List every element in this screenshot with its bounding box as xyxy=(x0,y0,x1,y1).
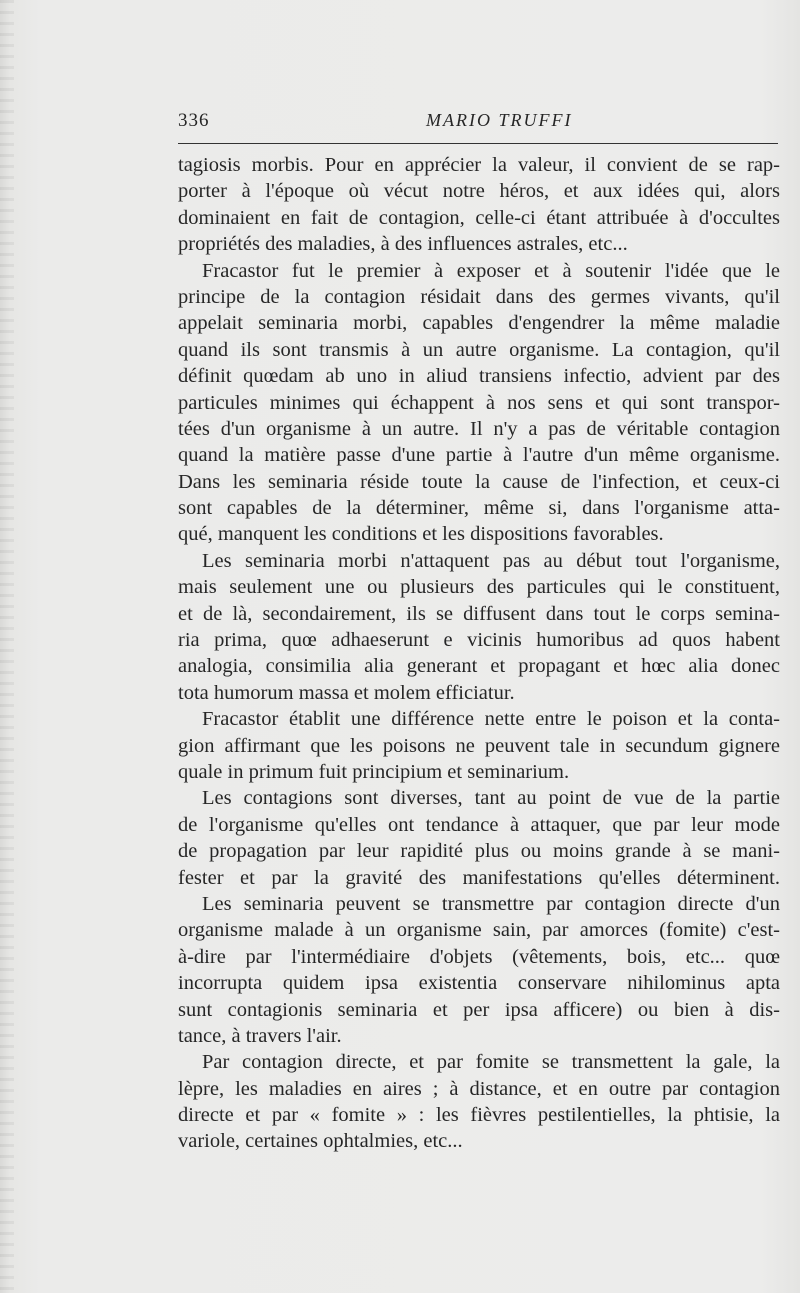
text-line: directe et par « fomite » : les fièvres pestilentielles, la phtisie, la xyxy=(178,1104,780,1127)
text-line: Les seminaria peuvent se transmettre par contagion directe d'un xyxy=(202,892,780,915)
text-line: définit quœdam ab uno in aliud transiens infectio, advient par des xyxy=(178,365,780,388)
text-line: sont capables de la déterminer, même si, dans l'organisme atta- xyxy=(178,497,780,520)
text-line: quand ils sont transmis à un autre organisme. La contagion, qu'il xyxy=(178,338,780,361)
page-gutter xyxy=(0,0,14,1293)
text-line: tota humorum massa et molem efficiatur. xyxy=(178,681,515,704)
text-line: tées d'un organisme à un autre. Il n'y a pas de véritable contagion xyxy=(178,417,780,440)
text-line: tance, à travers l'air. xyxy=(178,1024,342,1047)
text-line: ria prima, quœ adhaeserunt e vicinis humoribus ad quos habent xyxy=(178,629,780,652)
text-line: tagiosis morbis. Pour en apprécier la valeur, il convient de se rap- xyxy=(178,154,780,176)
text-line: organisme malade à un organisme sain, par amorces (fomite) c'est- xyxy=(178,919,780,942)
running-head: MARIO TRUFFI xyxy=(426,110,573,130)
text-line: Fracastor fut le premier à exposer et à soutenir l'idée que le xyxy=(202,259,780,282)
text-line: principe de la contagion résidait dans des germes vivants, qu'il xyxy=(178,285,780,308)
text-line: Fracastor établit une différence nette entre le poison et la conta- xyxy=(202,708,780,731)
text-line: Dans les seminaria réside toute la cause de l'infection, et ceux-ci xyxy=(178,470,780,493)
text-line: appelait seminaria morbi, capables d'engendrer la même maladie xyxy=(178,312,780,335)
text-line: qué, manquent les conditions et les dispositions favorables. xyxy=(178,523,664,546)
text-line: dominaient en fait de contagion, celle-ci étant attribuée à d'occultes xyxy=(178,206,780,229)
text-line: fester et par la gravité des manifestations qu'elles déterminent. xyxy=(178,866,780,889)
text-line: Les contagions sont diverses, tant au point de vue de la partie xyxy=(202,787,780,810)
text-line: incorrupta quidem ipsa existentia conservare nihilominus apta xyxy=(178,972,780,995)
body-text xyxy=(178,152,780,1155)
text-line: gion affirmant que les poisons ne peuvent tale in secundum gignere xyxy=(178,734,780,757)
text-line: particules minimes qui échappent à nos sens et qui sont transpor- xyxy=(178,391,780,414)
header-rule xyxy=(178,143,778,144)
text-line: mais seulement une ou plusieurs des particules qui le constituent, xyxy=(178,576,780,599)
text-line: analogia, consimilia alia generant et propagant et hœc alia donec xyxy=(178,655,780,678)
text-line: sunt contagionis seminaria et per ipsa afficere) ou bien à dis- xyxy=(178,998,780,1021)
text-line: de propagation par leur rapidité plus ou moins grande à se mani- xyxy=(178,840,780,863)
text-line: quale in primum fuit principium et seminarium. xyxy=(178,760,570,783)
text-line: de l'organisme qu'elles ont tendance à attaquer, que par leur mode xyxy=(178,813,780,836)
page-number: 336 xyxy=(178,110,210,131)
text-line: et de là, secondairement, ils se diffusent dans tout le corps semina- xyxy=(178,602,780,625)
text-line: variole, certaines ophtalmies, etc... xyxy=(178,1130,463,1153)
text-line: propriétés des maladies, à des influences astrales, etc... xyxy=(178,233,628,256)
text-line: lèpre, les maladies en aires ; à distance, et en outre par contagion xyxy=(178,1077,780,1100)
text-line: porter à l'époque où vécut notre héros, et aux idées qui, alors xyxy=(178,180,780,203)
text-line: à-dire par l'intermédiaire d'objets (vêtements, bois, etc... quœ xyxy=(178,945,780,968)
text-line: quand la matière passe d'une partie à l'autre d'un même organisme. xyxy=(178,444,780,467)
text-line: Par contagion directe, et par fomite se transmettent la gale, la xyxy=(202,1051,780,1074)
text-line: Les seminaria morbi n'attaquent pas au début tout l'organisme, xyxy=(202,549,780,572)
page-header xyxy=(178,110,780,138)
